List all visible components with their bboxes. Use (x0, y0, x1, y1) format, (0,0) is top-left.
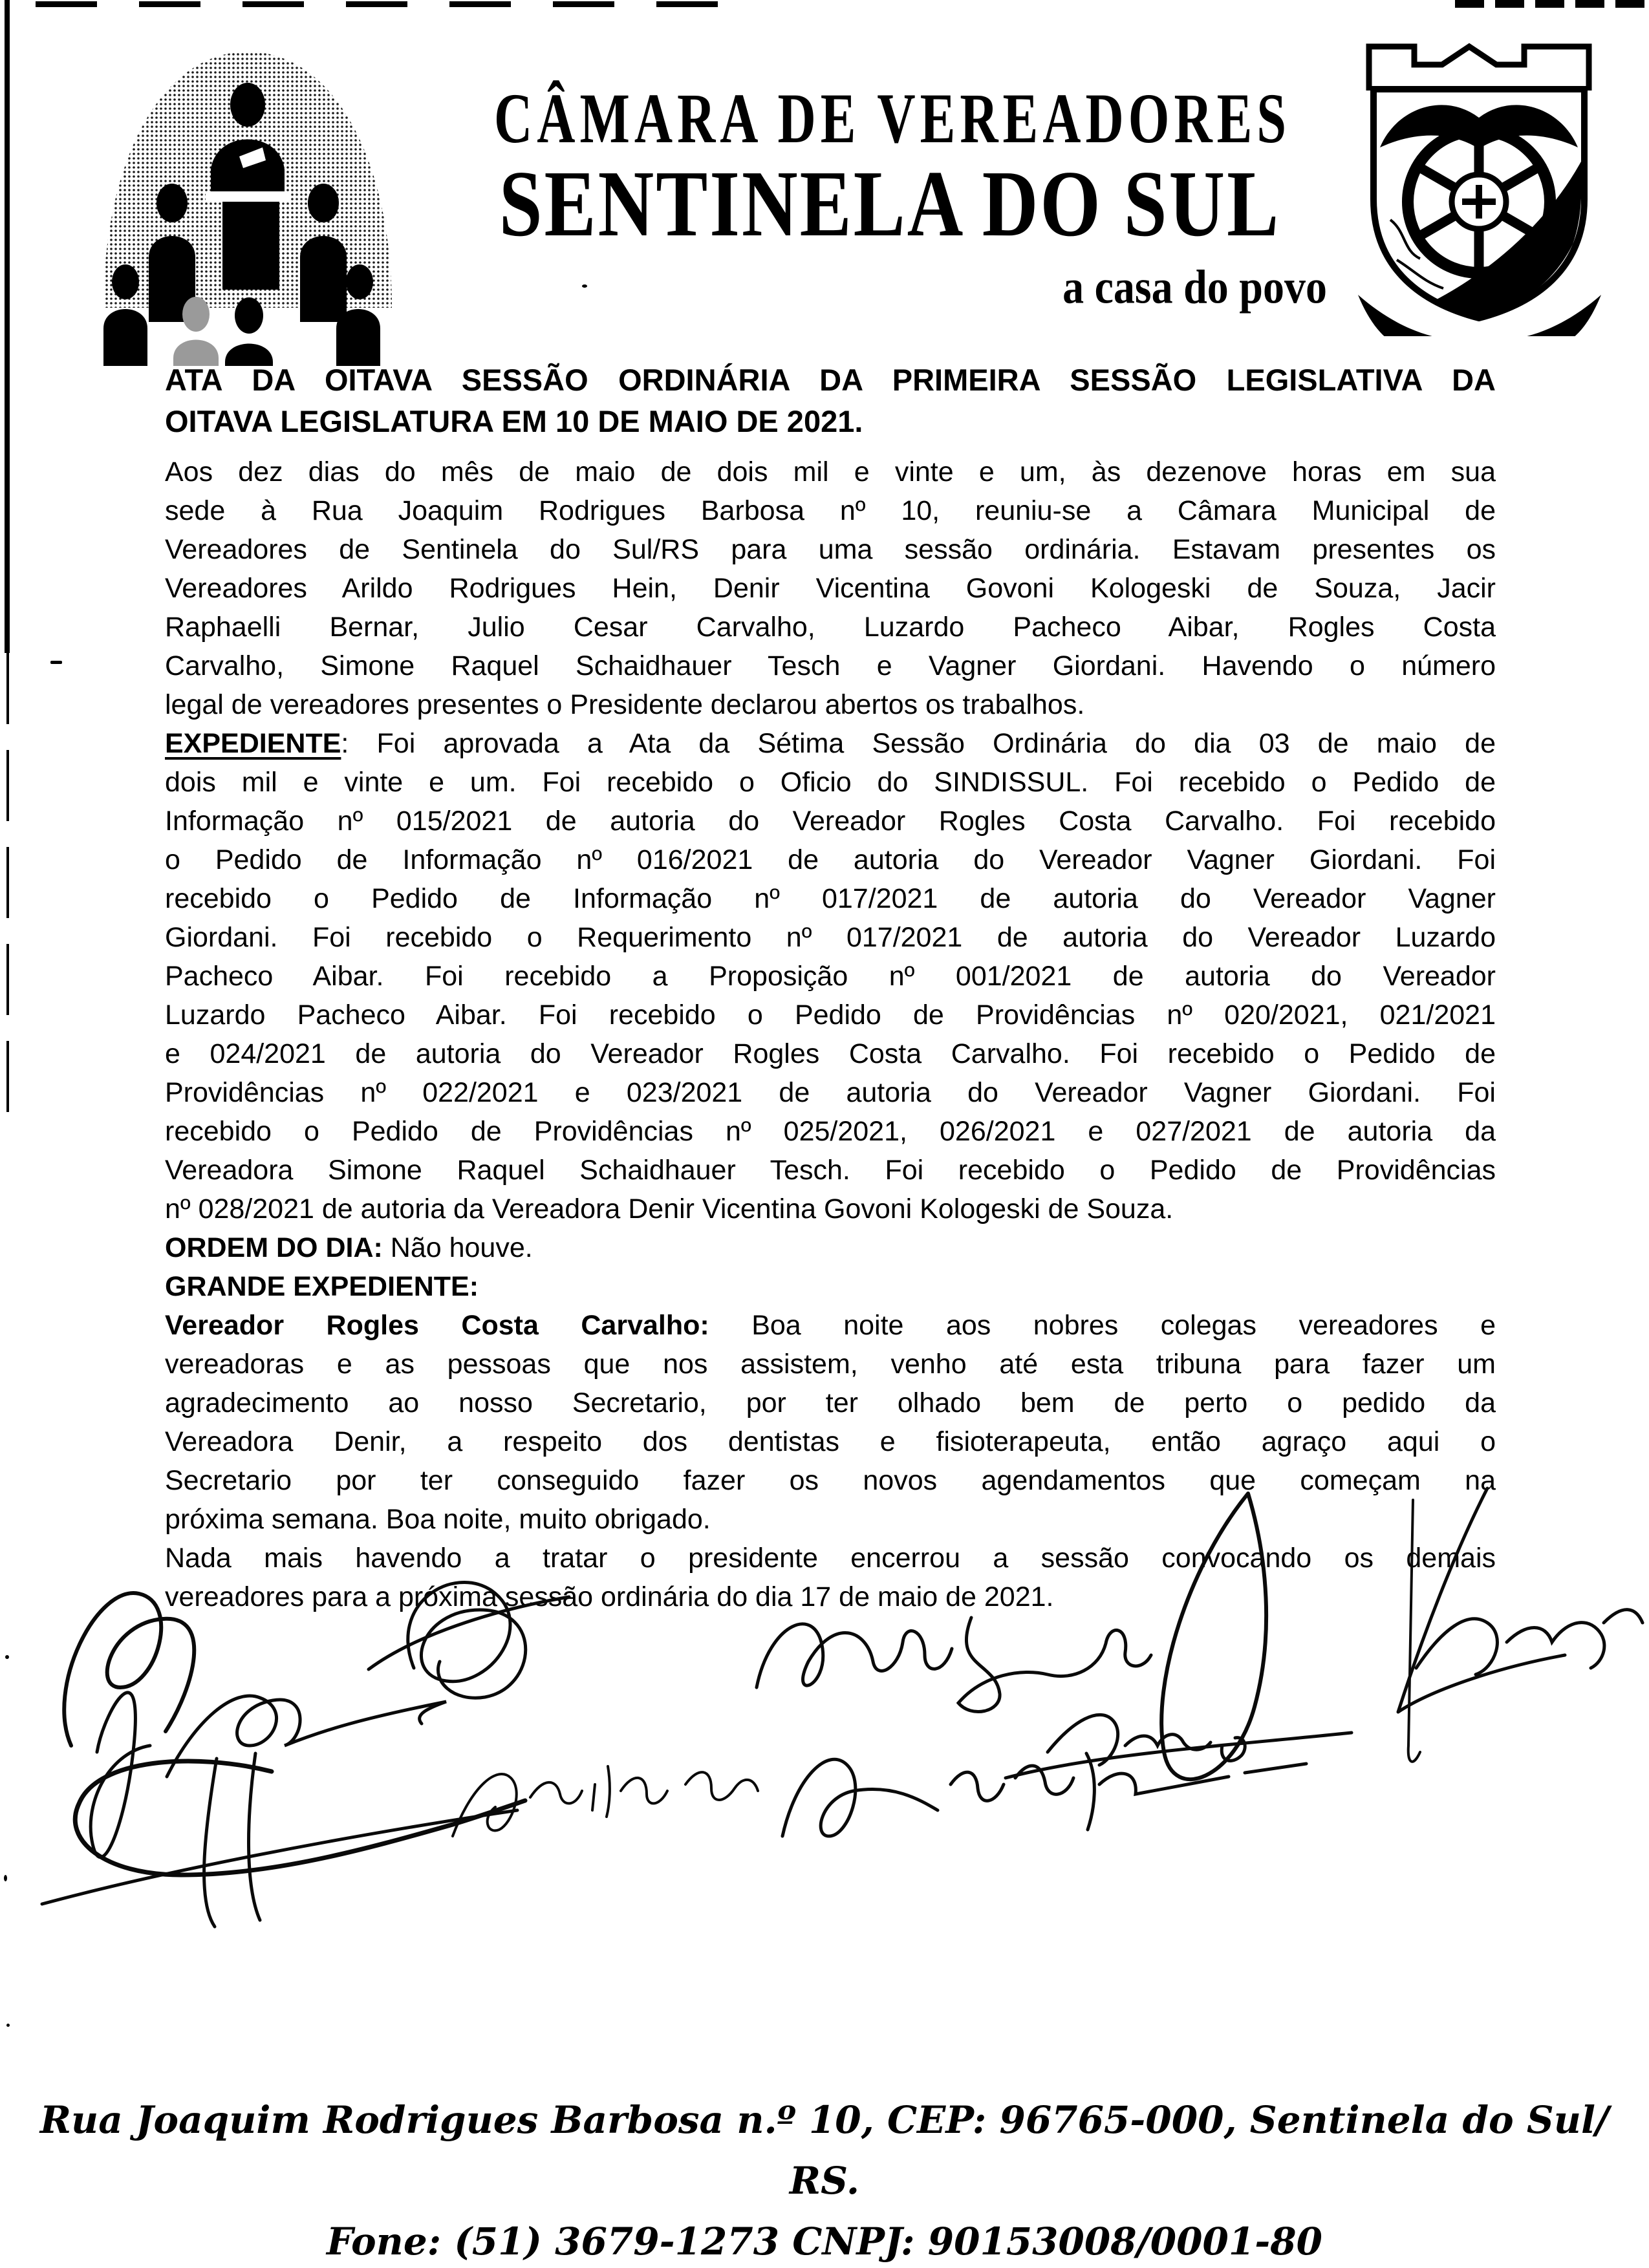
text-run: Vereadores de Sentinela do Sul/RS para uma sessão ordinária. Estavam presentes os (165, 534, 1496, 565)
signature-stroke (64, 1593, 194, 1746)
text-line (165, 453, 1496, 491)
text-run: Providências nº 022/2021 e 023/2021 de autoria do Vereador Vagner Giordani. Foi (165, 1077, 1496, 1108)
text-run: ORDEM DO DIA: (165, 1232, 383, 1263)
text-run: Raphaelli Bernar, Julio Cesar Carvalho, Luzardo Pacheco Aibar, Rogles Costa (165, 612, 1496, 643)
scan-artifact-top-dashes-right (1455, 0, 1649, 8)
scan-artifact-left-border-faint (6, 653, 9, 1118)
text-run: Giordani. Foi recebido o Requerimento nº 017/2021 de autoria do Vereador Luzardo (165, 922, 1496, 953)
text-run: Não houve. (382, 1232, 533, 1263)
text-line (165, 840, 1496, 879)
text-run: Nada mais havendo a tratar o presidente encerrou a sessão convocando os demais (165, 1543, 1496, 1574)
scan-artifact-top-dashes-left (36, 1, 744, 7)
text-run: próxima semana. Boa noite, muito obrigado. (165, 1504, 711, 1535)
footer (0, 2090, 1649, 2268)
text-line (165, 1422, 1496, 1461)
text-line (165, 1073, 1496, 1112)
text-line (165, 996, 1496, 1034)
signature-stroke (1006, 1715, 1352, 1778)
text-line (165, 1228, 1496, 1267)
text-run: OITAVA LEGISLATURA EM 10 DE MAIO DE 2021. (165, 404, 863, 438)
text-run: EXPEDIENTE (165, 728, 341, 759)
text-line (165, 1384, 1496, 1422)
text-line (165, 491, 1496, 530)
text-line (165, 569, 1496, 608)
footer-address: Rua Joaquim Rodrigues Barbosa n.º 10, CEP: 96765-000, Sentinela do Sul/ RS. (39, 2098, 1610, 2203)
text-run: Vereador Rogles Costa Carvalho: (165, 1310, 709, 1341)
signature-stroke (204, 1753, 260, 1927)
signatures (0, 1474, 1649, 1969)
text-line (165, 1267, 1496, 1306)
text-line (165, 608, 1496, 647)
text-line (165, 1034, 1496, 1073)
text-line (165, 1151, 1496, 1190)
text-run: Informação nº 015/2021 de autoria do Vereador Rogles Costa Carvalho. Foi recebido (165, 806, 1496, 837)
footer-phone-cnpj: Fone: (51) 3679-1273 CNPJ: 90153008/0001-80 (326, 2220, 1322, 2263)
signature-stroke (1408, 1500, 1420, 1762)
municipal-coat-of-arms (1353, 26, 1605, 339)
text-line (165, 1306, 1496, 1345)
text-line (165, 1190, 1496, 1228)
text-run: dois mil e vinte e um. Foi recebido o Oficio do SINDISSUL. Foi recebido o Pedido de (165, 767, 1496, 798)
signature-stroke (453, 1766, 758, 1836)
text-run: Vereadora Denir, a respeito dos dentistas e fisioterapeuta, então agraço aqui o (165, 1426, 1496, 1457)
text-line (165, 879, 1496, 918)
body-paragraph (165, 453, 1496, 724)
text-line (165, 763, 1496, 802)
text-line (165, 1112, 1496, 1151)
text-run: Vereadora Simone Raquel Schaidhauer Tesch. Foi recebido o Pedido de Providências (165, 1155, 1496, 1186)
text-run: vereadoras e as pessoas que nos assistem, venho até esta tribuna para fazer um (165, 1349, 1496, 1380)
org-tagline: a casa do povo (1062, 261, 1327, 314)
signature-stroke (167, 1696, 446, 1777)
signature-stroke (1398, 1488, 1643, 1712)
body-paragraph (165, 1267, 1496, 1306)
text-line (165, 359, 1496, 401)
text-line (165, 401, 1496, 442)
text-line (165, 530, 1496, 569)
text-run: Luzardo Pacheco Aibar. Foi recebido o Pedido de Providências nº 020/2021, 021/2021 (165, 1000, 1496, 1031)
body-paragraph (165, 724, 1496, 1228)
signature-stroke (757, 1624, 952, 1687)
text-line (165, 918, 1496, 957)
text-run: sede à Rua Joaquim Rodrigues Barbosa nº 10, reuniu-se a Câmara Municipal de (165, 495, 1496, 526)
text-run: Vereadores Arildo Rodrigues Hein, Denir Vicentina Govoni Kologeski de Souza, Jacir (165, 573, 1496, 604)
text-run: o Pedido de Informação nº 016/2021 de autoria do Vereador Vagner Giordani. Foi (165, 844, 1496, 875)
text-run: recebido o Pedido de Informação nº 017/2021 de autoria do Vereador Vagner (165, 883, 1496, 914)
text-line (165, 802, 1496, 840)
text-line (165, 1345, 1496, 1384)
text-run: : Foi aprovada a Ata da Sétima Sessão Ordinária do dia 03 de maio de (341, 728, 1496, 759)
signature-stroke (369, 1582, 569, 1698)
scan-speck (50, 661, 62, 664)
text-line (165, 647, 1496, 685)
signature-stroke (91, 1693, 150, 1857)
text-run: Pacheco Aibar. Foi recebido a Proposição nº 001/2021 de autoria do Vereador (165, 961, 1496, 992)
scan-speck (6, 2024, 10, 2027)
signature-stroke (958, 1618, 1151, 1712)
text-run: Aos dez dias do mês de maio de dois mil e vinte e um, às dezenove horas em sua (165, 456, 1496, 487)
text-run: agradecimento ao nosso Secretario, por ter olhado bem de perto o pedido da (165, 1387, 1496, 1418)
document-title (165, 359, 1496, 442)
text-run: legal de vereadores presentes o Presidente declarou abertos os trabalhos. (165, 689, 1085, 720)
org-name-line2: SENTINELA DO SUL (499, 151, 1281, 256)
text-run: e 024/2021 de autoria do Vereador Rogles Costa Carvalho. Foi recebido o Pedido de (165, 1038, 1496, 1069)
body-paragraph (165, 1228, 1496, 1267)
document-body (165, 453, 1496, 1616)
text-line (165, 957, 1496, 996)
text-line (165, 724, 1496, 763)
text-run: nº 028/2021 de autoria da Vereadora Denir Vicentina Govoni Kologeski de Souza. (165, 1193, 1174, 1225)
text-run: GRANDE EXPEDIENTE: (165, 1271, 479, 1302)
council-people-dome-logo (96, 30, 400, 369)
scan-artifact-left-border (5, 0, 10, 653)
text-run: Secretario por ter conseguido fazer os novos agendamentos que começam na (165, 1465, 1496, 1496)
text-run: recebido o Pedido de Providências nº 025/2021, 026/2021 e 027/2021 de autoria da (165, 1116, 1496, 1147)
text-line (165, 685, 1496, 724)
org-name-line1: CÂMARA DE VEREADORES (494, 78, 1291, 158)
signature-stroke (782, 1753, 1306, 1836)
text-run: ATA DA OITAVA SESSÃO ORDINÁRIA DA PRIMEIRA SESSÃO LEGISLATIVA DA (165, 363, 1496, 397)
text-run: vereadores para a próxima sessão ordinária do dia 17 de maio de 2021. (165, 1581, 1054, 1612)
text-run: Carvalho, Simone Raquel Schaidhauer Tesch e Vagner Giordani. Havendo o número (165, 650, 1496, 681)
text-run: Boa noite aos nobres colegas vereadores e (709, 1310, 1496, 1341)
